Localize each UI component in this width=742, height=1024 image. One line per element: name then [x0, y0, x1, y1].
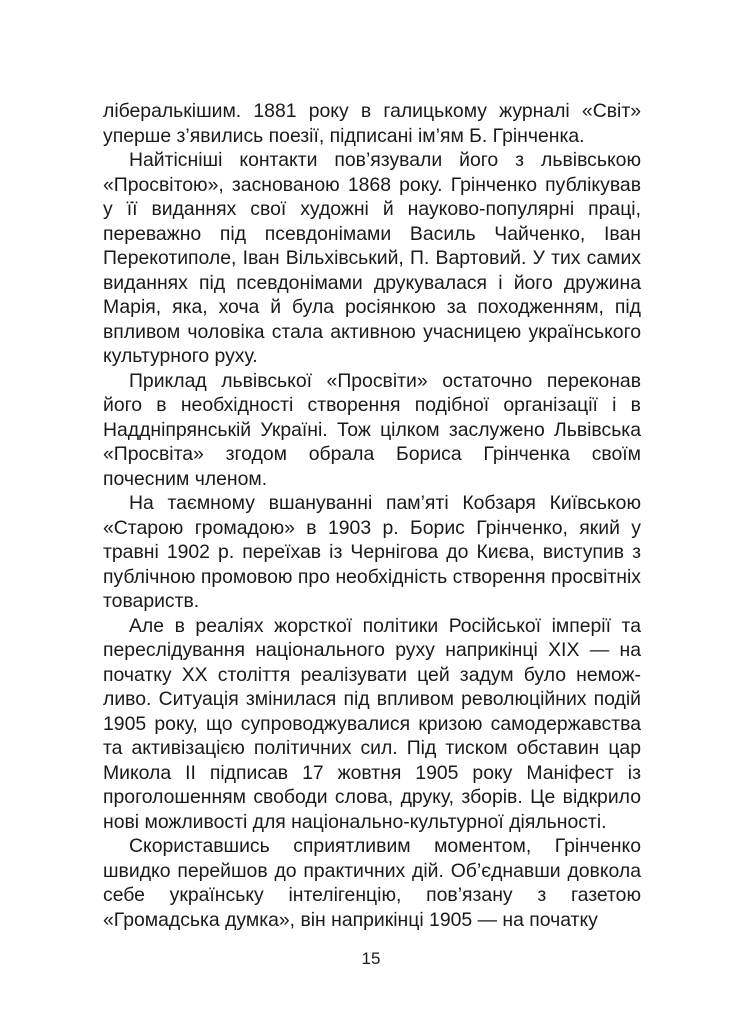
- page-body: [103, 99, 641, 932]
- paragraph-1: лібералькішим. 1881 року в галицькому журналі «Світ» уперше з’явились поезії, підписані ім’ям Б. Грінченка.: [103, 100, 641, 147]
- paragraph-4: На таємному вшануванні пам’яті Кобзаря Київською «Старою громадою» в 1903 р. Борис Грінченко, який у травні 1902 р. переїхав із Чернігова до Києва, виступив з публічною промовою про необхідність створення просвітніх товариств.: [103, 492, 641, 612]
- paragraph-6: Скориставшись сприятливим моментом, Грінченко швидко перейшов до практичних дій. Об’єднавши довкола себе українську інтелігенцію, пов’язану з газетою «Громадська думка», він наприкінці 1905 — на початку: [103, 835, 641, 931]
- paragraph-3: Приклад львівської «Просвіти» остаточно переконав його в необхідності створення подібної організації і в Наддніпрянській Україні. Тож цілком заслужено Львівська «Просвіта» згодом обрала Бориса Грінченка своїм почесним членом.: [103, 369, 641, 490]
- paragraph-2: Найтісніші контакти пов’язували його з львівською «Просвітою», заснованою 1868 року. Грінченко публікував у її виданнях свої художні й науково-популярні праці, переважно під псевдонімами Василь Чайченко, Іван Перекотиполе, Іван Вільхівський, П. Вартовий. У тих самих виданнях під псевдонімами друкувалася і його дружина Марія, яка, хоча й була росіянкою за походженням, під впливом чоловіка стала активною учасницею українського культурного руху.: [103, 149, 641, 367]
- page-number: 15: [361, 949, 381, 968]
- paragraph-5: Але в реаліях жорсткої політики Російської імперії та переслідування національного руху наприкінці XIX — на початку XX століття реалізувати цей задум було неможливо. Ситуація змінилася під впливом революційних подій 1905 року, що супроводжувалися кризою самодержавства та активізацією політичних сил. Під тиском обставин цар Микола II підписав 17 жовтня 1905 року Маніфест із проголошенням свободи слова, друку, зборів. Це відкрило нові можливості для національно-культурної діяльності.: [103, 614, 641, 833]
